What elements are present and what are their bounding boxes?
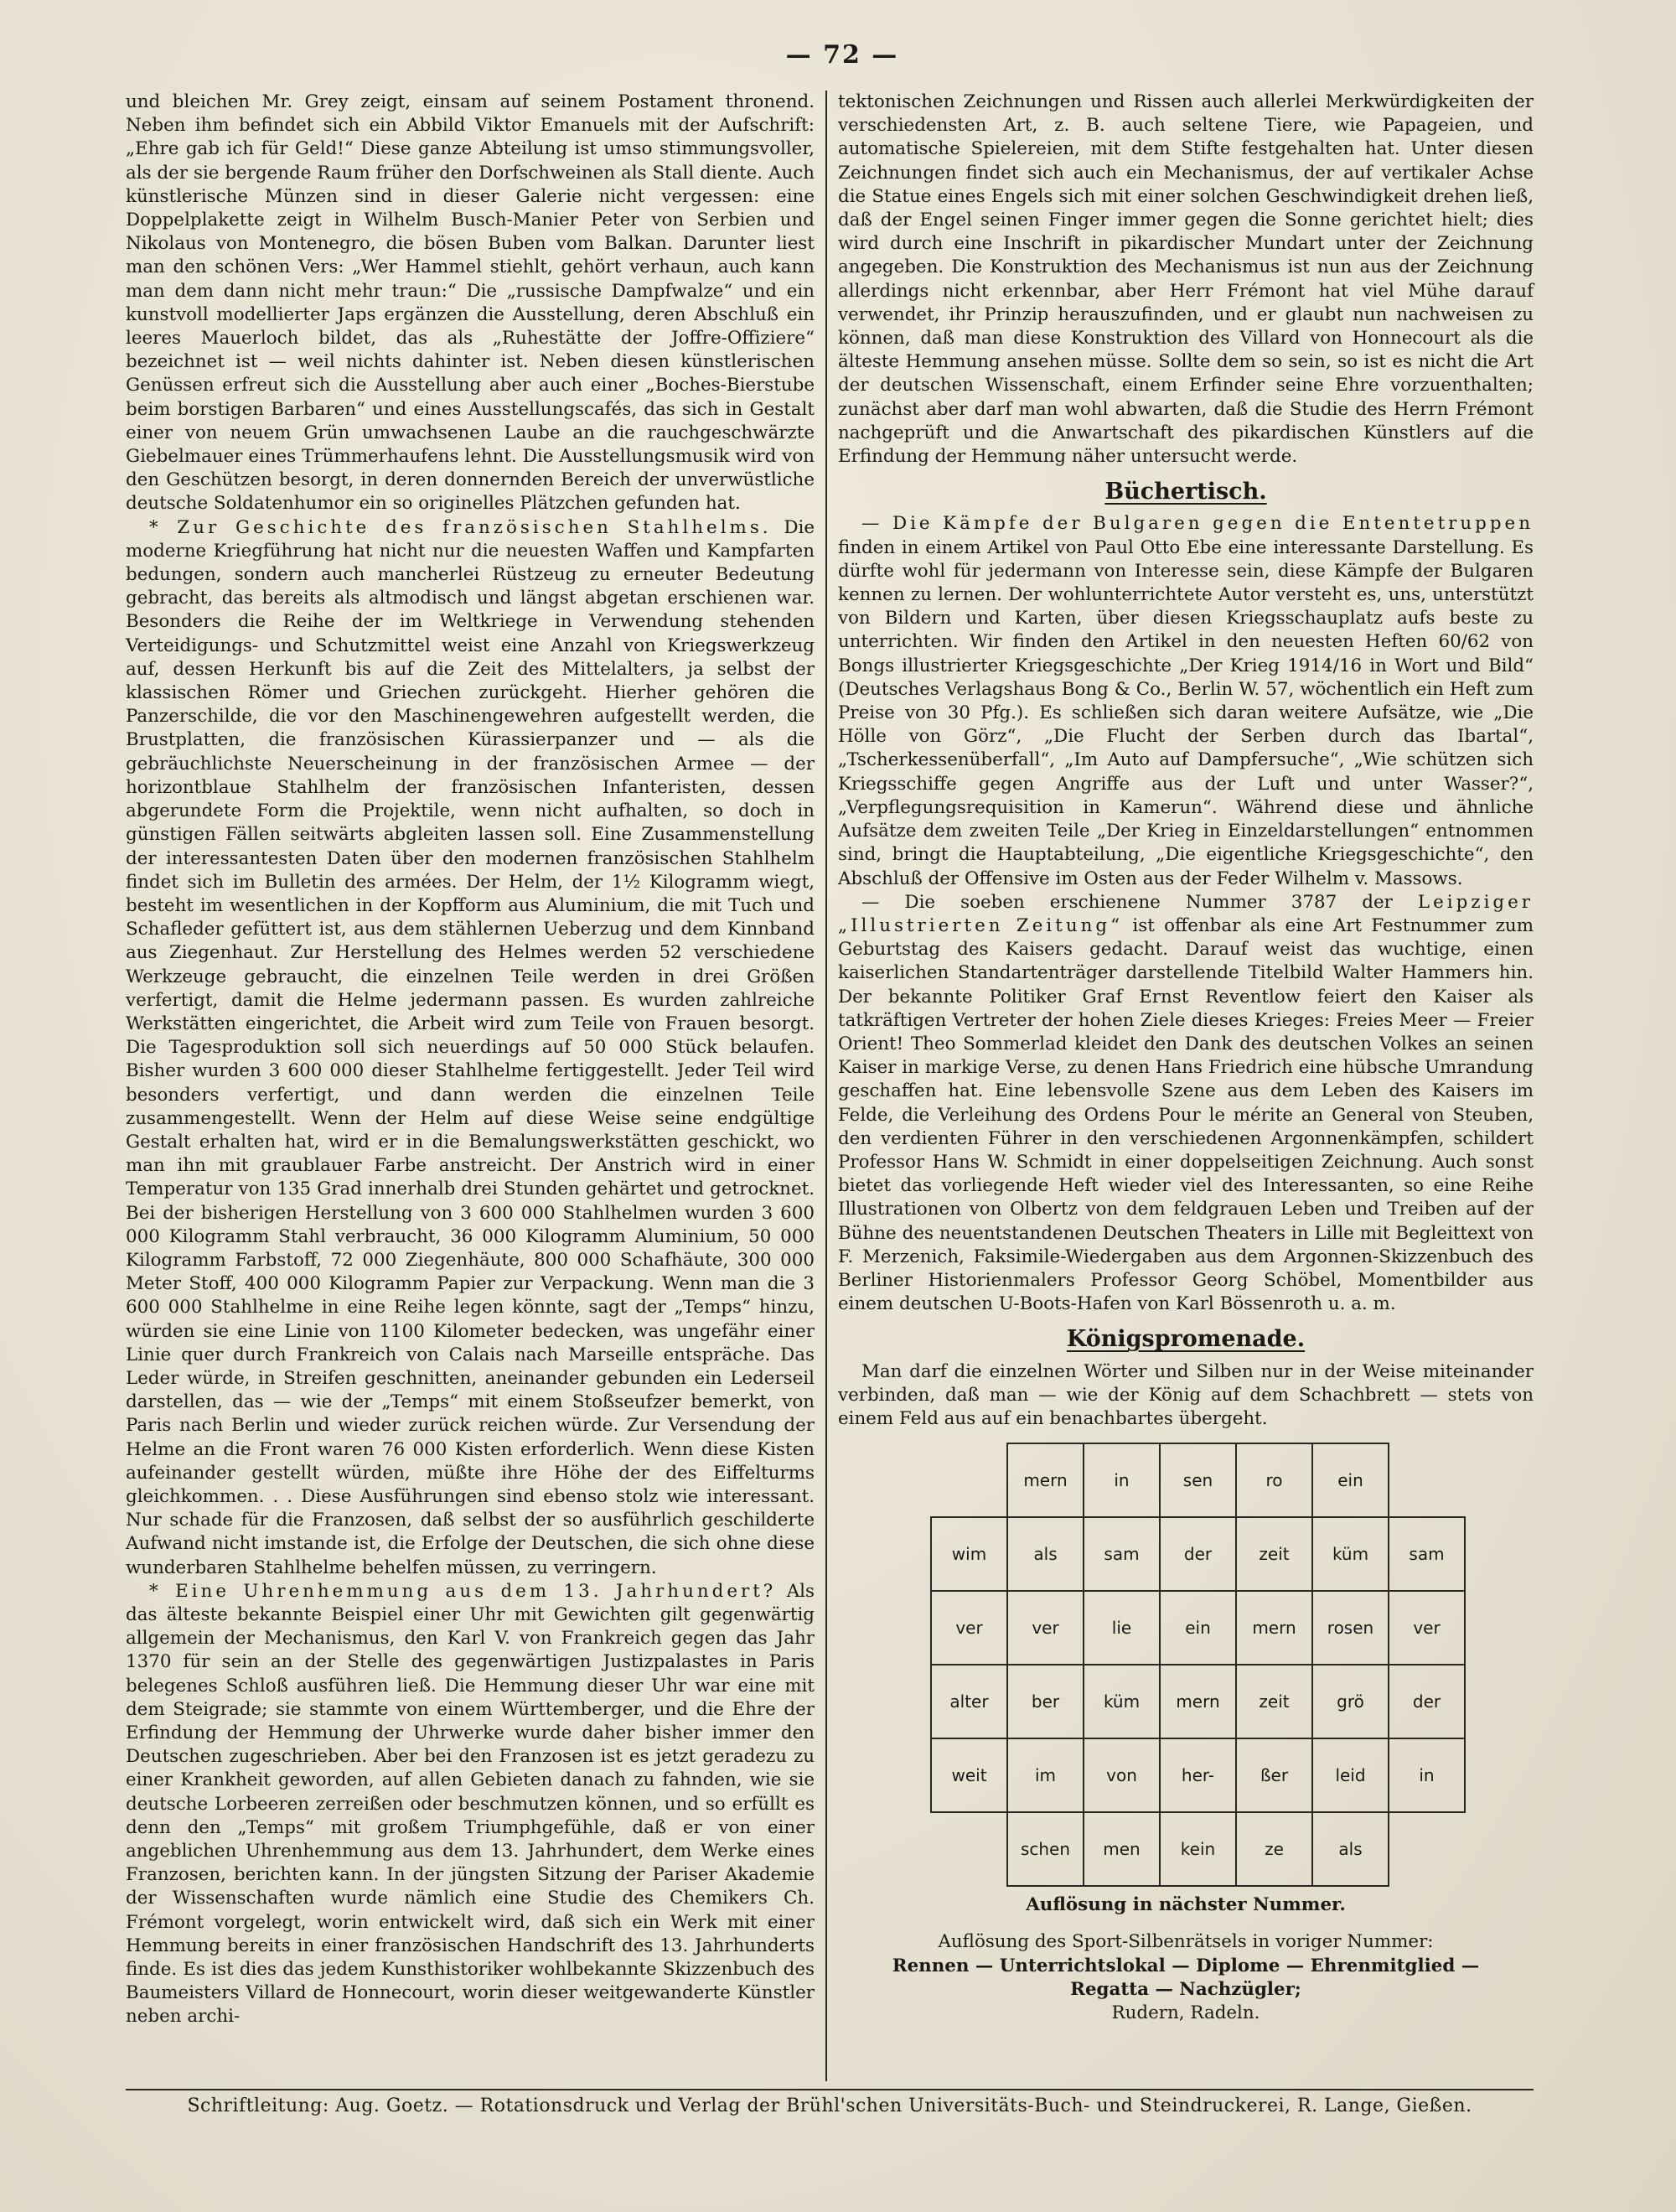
- puzzle-empty-cell: [931, 1812, 1007, 1886]
- puzzle-cell: der: [1160, 1517, 1236, 1591]
- book-review-illustrierte-lead: — Die soeben erschienene Nummer 3787 der: [861, 891, 1393, 913]
- book-review-illustrierte-body: ist offenbar als eine Art Festnummer zum Geburtstag des Kaisers gedacht. Darauf weist das wuchtige, einen kaiserlichen Standartenträger darstellende Titelbild Walter Hammers hin. Der bekannte Politiker Graf Ernst Reventlow feiert den Kaiser als tatkräftigen Vertreter der hohen Ziele dieses Krieges: Freies Meer — Freier Orient! Theo Sommerlad kleidet den Dank des deutschen Volkes an seinen Kaiser in markige Verse, zu denen Hans Friedrich eine hübsche Umrandung geschaffen hat. Eine lebensvolle Szene aus dem Leben des Kaisers im Felde, die Verleihung des Ordens Pour le mérite an General von Steuben, den verdienten Führer in den verschiedenen Argonnenkämpfen, schildert Professor Hans W. Schmidt in einer doppelseitigen Zeichnung. Auch sonst bietet das vorliegende Heft wieder viel des Interessanten, so eine Reihe Illustrationen von Olbertz von dem feldgrauen Leben und Treiben auf der Bühne des neuentstandenen Deutschen Theaters in Lille mit Begleittext von F. Merzenich, Faksimile-Wiedergaben aus dem Argonnen-Skizzenbuch des Berliner Historienmalers Professor Georg Schöbel, Momentbilder aus einem deutschen U-Boots-Hafen von Karl Bössenroth u. a. m.: [838, 914, 1534, 1315]
- puzzle-cell: küm: [1312, 1517, 1389, 1591]
- puzzle-cell: ber: [1007, 1665, 1084, 1738]
- puzzle-cell: als: [1312, 1812, 1389, 1886]
- column-divider: [825, 91, 827, 2081]
- puzzle-cell: ein: [1312, 1443, 1389, 1517]
- puzzle-cell: sam: [1389, 1517, 1465, 1591]
- article-uhrenhemmung: [126, 1580, 815, 2029]
- puzzle-cell: alter: [931, 1665, 1007, 1738]
- article-uhrenhemmung-heading: * Eine Uhrenhemmung aus dem 13. Jahrhundert?: [149, 1580, 777, 1602]
- book-review-illustrierte: [838, 891, 1534, 1317]
- puzzle-row: [931, 1517, 1465, 1591]
- puzzle-caption: Auflösung in nächster Nummer.: [1026, 1894, 1346, 1916]
- puzzle-row: [931, 1591, 1465, 1665]
- book-review-bulgaren: [838, 512, 1534, 890]
- puzzle-board: [838, 1443, 1534, 1917]
- puzzle-cell: ßer: [1236, 1738, 1312, 1812]
- books-heading: Büchertisch.: [1104, 479, 1267, 505]
- puzzle-cell: mern: [1007, 1443, 1084, 1517]
- book-review-illustrierte-title: Leipziger „Illustrierten Zeitung“: [838, 891, 1534, 936]
- right-column: [838, 91, 1534, 2025]
- puzzle-cell: mern: [1160, 1665, 1236, 1738]
- puzzle-cell: rosen: [1312, 1591, 1389, 1665]
- solution-line-2: Regatta — Nachzügler;: [1070, 1978, 1301, 2000]
- puzzle-heading: Königspromenade.: [1066, 1326, 1306, 1353]
- puzzle-row: [931, 1665, 1465, 1738]
- page-number: — 72 —: [785, 40, 899, 70]
- puzzle-cell: kein: [1160, 1812, 1236, 1886]
- puzzle-cell: wim: [931, 1517, 1007, 1591]
- puzzle-cell: lie: [1084, 1591, 1160, 1665]
- puzzle-empty-cell: [1389, 1443, 1465, 1517]
- puzzle-empty-cell: [931, 1443, 1007, 1517]
- puzzle-cell: ver: [1389, 1591, 1465, 1665]
- puzzle-cell: men: [1084, 1812, 1160, 1886]
- puzzle-cell: ze: [1236, 1812, 1312, 1886]
- puzzle-empty-cell: [1389, 1812, 1465, 1886]
- book-review-bulgaren-body: finden in einem Artikel von Paul Otto Ebe eine interessante Darstellung. Es dürfte wohl für jedermann von Interesse sein, diese Kämpfe der Bulgaren kennen zu lernen. Der wohlunterrichtete Autor versteht es, uns, unterstützt von Bildern und Karten, über diesen Kriegsschauplatz aufs beste zu unterrichten. Wir finden den Artikel in den neuesten Heften 60/62 von Bongs illustrierter Kriegsgeschichte „Der Krieg 1914/16 in Wort und Bild“ (Deutsches Verlagshaus Bong & Co., Berlin W. 57, wöchentlich ein Heft zum Preise von 30 Pfg.). Es schließen sich daran weitere Aufsätze, wie „Die Hölle von Görz“, „Die Flucht der Serben durch das Ibartal“, „Tscherkessenüberfall“, „Im Auto auf Dampfersuche“, „Wie schützen sich Kriegsschiffe gegen Angriffe aus der Luft und unter Wasser?“, „Verpflegungsrequisition in Kamerun“. Während diese und ähnliche Aufsätze dem zweiten Teile „Der Krieg in Einzeldarstellungen“ entnommen sind, bringt die Hauptabteilung, „Die eigentliche Kriegsgeschichte“, den Abschluß der Offensive im Osten aus der Feder Wilhelm v. Massows.: [838, 536, 1534, 889]
- puzzle-cell: ro: [1236, 1443, 1312, 1517]
- puzzle-cell: ver: [1007, 1591, 1084, 1665]
- solution-line-1: Rennen — Unterrichtslokal — Diplome — Ehrenmitglied —: [892, 1955, 1480, 1976]
- puzzle-cell: in: [1389, 1738, 1465, 1812]
- puzzle-cell: zeit: [1236, 1665, 1312, 1738]
- previous-solution: [838, 1930, 1534, 2025]
- puzzle-instructions: Man darf die einzelnen Wörter und Silben nur in der Weise miteinander verbinden, daß man — wie der König auf dem Schachbrett — stets von einem Feld aus auf ein benachbartes übergeht.: [838, 1360, 1534, 1429]
- article-stahlhelm-heading: * Zur Geschichte des französischen Stahlhelms.: [149, 516, 772, 538]
- article-continuation: und bleichen Mr. Grey zeigt, einsam auf seinem Postament thronend. Neben ihm befindet sich ein Abbild Viktor Emanuels mit der Aufschrift: „Ehre gab ich für Geld!“ Diese ganze Abteilung ist umso stimmungsvoller, als der sie bergende Raum früher den Dorfschweinen als Stall diente. Auch künstlerische Münzen sind in dieser Galerie nicht vergessen: eine Doppelplakette zeigt in Wilhelm Busch-Manier Peter von Serbien und Nikolaus von Montenegro, die bösen Buben vom Balkan. Darunter liest man den schönen Vers: „Wer Hammel stiehlt, gehört verhaun, auch kann man dem dann nicht mehr traun:“ Die „russische Dampfwalze“ und ein kunstvoll modellierter Japs ergänzen die Ausstellung, deren Abschluß ein leeres Mauerloch bildet, das als „Ruhestätte der Joffre-Offiziere“ bezeichnet ist — weil nichts dahinter ist. Neben diesen künstlerischen Genüssen erfreut sich die Ausstellung aber auch einer „Boches-Bierstube beim borstigen Barbaren“ und eines Ausstellungscafés, das sich in Gestalt einer von neuem Grün umwachsenen Laube an die rauchgeschwärzte Giebelmauer eines Trümmerhaufens lehnt. Die Ausstellungsmusik wird von den Geschützen besorgt, in deren donnernden Bereich der unverwüstliche deutsche Soldatenhumor ein so originelles Plätzchen gefunden hat.: [126, 91, 815, 515]
- puzzle-row: [931, 1738, 1465, 1812]
- article-uhrenhemmung-continued: tektonischen Zeichnungen und Rissen auch allerlei Merkwürdigkeiten der verschiedensten Art, z. B. auch seltene Tiere, wie Papageien, und automatische Spielereien, mit dem Stifte festgehalten hat. Unter diesen Zeichnungen findet sich auch ein Mechanismus, der auf vertikaler Achse die Statue eines Engels sich mit einer solchen Geschwindigkeit drehen ließ, daß der Engel seinen Finger immer gegen die Sonne gerichtet hielt; dies wird durch eine Inschrift in pikardischer Mundart unter der Zeichnung angegeben. Die Konstruktion des Mechanismus ist nun aus der Zeichnung allerdings nicht erkennbar, aber Herr Frémont hat viel Mühe darauf verwendet, ihr Prinzip herauszufinden, und er glaubt nun nachweisen zu können, daß man diese Konstruktion des Villard von Honnecourt als die älteste Hemmung ansehen müsse. Sollte dem so sein, so ist es nicht die Art der deutschen Wissenschaft, einem Erfinder seine Ehre vorzuenthalten; zunächst aber darf man wohl abwarten, daß die Studie des Herrn Frémont nachgeprüft und die Anwartschaft des pikardischen Künstlers auf die Erfindung der Hemmung näher untersucht werde.: [838, 91, 1534, 468]
- left-column: [126, 91, 815, 2029]
- puzzle-cell: ver: [931, 1591, 1007, 1665]
- puzzle-cell: als: [1007, 1517, 1084, 1591]
- puzzle-cell: zeit: [1236, 1517, 1312, 1591]
- puzzle-cell: sen: [1160, 1443, 1236, 1517]
- puzzle-row: [931, 1812, 1465, 1886]
- solution-line-3: Rudern, Radeln.: [1111, 2002, 1260, 2023]
- puzzle-cell: im: [1007, 1738, 1084, 1812]
- puzzle-cell: grö: [1312, 1665, 1389, 1738]
- article-uhrenhemmung-body: Als das älteste bekannte Beispiel einer Uhr mit Gewichten gilt gegenwärtig allgemein der Mechanismus, den Karl V. von Frankreich gegen das Jahr 1370 für sein an der Stelle des gegenwärtigen Justizpalastes in Paris belegenes Schloß ausführen ließ. Die Hemmung dieser Uhr war eine mit dem Steigrade; sie stammte von einem Württemberger, und die Ehre der Erfindung der Hemmung der Uhrwerke wurde daher bisher immer den Deutschen zugeschrieben. Aber bei den Franzosen ist es jetzt geradezu zu einer Krankheit geworden, auf allen Gebieten danach zu fahnden, wie sie deutsche Lorbeeren zerreißen oder beschmutzen können, und so erfüllt es denn den „Temps“ mit großem Triumphgefühle, daß er von einer angeblichen Uhrenhemmung aus dem 13. Jahrhundert, dem Werke eines Franzosen, berichten kann. In der jüngsten Sitzung der Pariser Akademie der Wissenschaften wurde nämlich eine Studie des Chemikers Ch. Frémont vorgelegt, worin entwickelt wird, daß sich ein Werk mit einer Hemmung bereits in einer französischen Handschrift des 13. Jahrhunderts finde. Es ist dies das jedem Kunsthistoriker wohlbekannte Skizzenbuch des Baumeisters Villard de Honnecourt, worin dieser weitgewanderte Künstler neben archi-: [126, 1580, 815, 2028]
- article-stahlhelm-body: Die moderne Kriegführung hat nicht nur die neuesten Waffen und Kampfarten bedungen, sondern auch mancherlei Rüstzeug zu erneuter Bedeutung gebracht, das bereits als altmodisch und längst abgetan erschienen war. Besonders die Reihe der im Weltkriege in Verwendung stehenden Verteidigungs- und Schutzmittel weist eine Anzahl von Kriegswerkzeug auf, dessen Herkunft bis auf die Zeit des Mittelalters, ja selbst der klassischen Römer und Griechen zurückgeht. Hierher gehören die Panzerschilde, die vor den Maschinengewehren aufgestellt werden, die Brustplatten, die französischen Kürassierpanzer und — als die gebräuchlichste Neuerscheinung in der französischen Armee — der horizontblaue Stahlhelm der französischen Infanteristen, dessen abgerundete Form die Projektile, wenn nicht aufhalten, so doch in günstigen Fällen seitwärts abgleiten lassen soll. Eine Zusammenstellung der interessantesten Daten über den modernen französischen Stahlhelm findet sich im Bulletin des armées. Der Helm, der 1½ Kilogramm wiegt, besteht im wesentlichen in der Kopfform aus Aluminium, die mit Tuch und Schafleder gefüttert ist, aus dem stählernen Ueberzug und dem Kinnband aus Ziegenhaut. Zur Herstellung des Helmes werden 52 verschiedene Werkzeuge gebraucht, die einzelnen Teile werden in drei Größen verfertigt, damit die Helme jedermann passen. Es wurden zahlreiche Werkstätten eingerichtet, die Arbeit wird zum Teile von Frauen besorgt. Die Tagesproduktion soll sich neuerdings auf 50 000 Stück belaufen. Bisher wurden 3 600 000 dieser Stahlhelme fertiggestellt. Jeder Teil wird besonders verfertigt, und dann werden die einzelnen Teile zusammengestellt. Wenn der Helm auf diese Weise seine endgültige Gestalt erhalten hat, wird er in die Bemalungswerkstätten geschickt, wo man ihn mit graublauer Farbe anstreicht. Der Anstrich wird in einer Temperatur von 135 Grad innerhalb drei Stunden gehärtet und getrocknet. Bei der bisherigen Herstellung von 3 600 000 Stahlhelmen wurden 3 600 000 Kilogramm Stahl verbraucht, 36 000 Kilogramm Aluminium, 50 000 Kilogramm Farbstoff, 72 000 Ziegenhäute, 800 000 Schafhäute, 300 000 Meter Stoff, 400 000 Kilogramm Papier zur Verpackung. Wenn man die 3 600 000 Stahlhelme in eine Reihe legen könnte, sagt der „Temps“ hinzu, würden sie eine Linie von 1100 Kilometer bedecken, was ungefähr einer Linie quer durch Frankreich von Calais nach Marseille entspräche. Das Leder würde, in Streifen geschnitten, aneinander gebunden ein Lederseil darstellen, das — wie der „Temps“ mit einem Stoßseufzer bemerkt, von Paris nach Berlin und wieder zurück reichen würde. Zur Versendung der Helme an die Front waren 76 000 Kisten erforderlich. Wenn diese Kisten aufeinander gestellt würden, müßte ihre Höhe der des Eiffelturms gleichkommen. . . Diese Ausführungen sind ebenso stolz wie interessant. Nur schade für die Franzosen, daß selbst der so ausführlich geschilderte Aufwand nicht imstande ist, die Erfolge der Deutschen, die sich ohne diese wunderbaren Stahlhelme behelfen müssen, zu verringern.: [126, 516, 815, 1578]
- puzzle-cell: von: [1084, 1738, 1160, 1812]
- puzzle-grid: [930, 1443, 1466, 1887]
- puzzle-cell: mern: [1236, 1591, 1312, 1665]
- puzzle-cell: in: [1084, 1443, 1160, 1517]
- puzzle-row: [931, 1443, 1465, 1517]
- footer-rule: [126, 2089, 1534, 2090]
- puzzle-cell: ein: [1160, 1591, 1236, 1665]
- article-stahlhelm: [126, 516, 815, 1580]
- puzzle-cell: sam: [1084, 1517, 1160, 1591]
- puzzle-cell: her-: [1160, 1738, 1236, 1812]
- solution-intro: Auflösung des Sport-Silbenrätsels in voriger Nummer:: [938, 1931, 1434, 1953]
- puzzle-cell: weit: [931, 1738, 1007, 1812]
- book-review-bulgaren-lead: — Die Kämpfe der Bulgaren gegen die Ententetruppen: [861, 513, 1534, 535]
- imprint-footer: Schriftleitung: Aug. Goetz. — Rotationsdruck und Verlag der Brühl'schen Universitäts-Buch- und Steindruckerei, R. Lange, Gießen.: [187, 2095, 1472, 2116]
- puzzle-cell: der: [1389, 1665, 1465, 1738]
- puzzle-cell: leid: [1312, 1738, 1389, 1812]
- puzzle-cell: küm: [1084, 1665, 1160, 1738]
- puzzle-cell: schen: [1007, 1812, 1084, 1886]
